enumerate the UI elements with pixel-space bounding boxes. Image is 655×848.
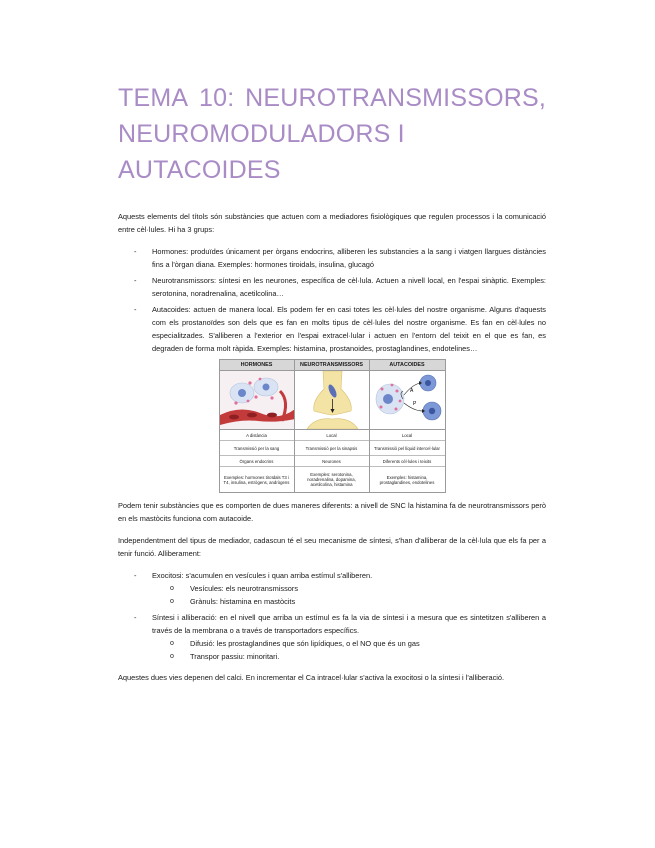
group-item-hormones: - Hormones: produïdes únicament per òrgans endocrins, alliberen les substancies a la sang i viatgen llargues distàncies fins a l'òrgan diana. Exemples: hormones tiroidals, insulina, glucagó (118, 245, 546, 271)
cells-illustration (370, 371, 445, 430)
sub-item-vesicules: o Vesícules: els neurotransmissors (170, 582, 546, 595)
exocitosi-sublist (152, 582, 546, 608)
sub-item-transport: o Transpor passiu: minoritari. (170, 650, 546, 663)
figure-cell: Exemples: histamina, prostaglandines, endotelines (379, 474, 435, 485)
figure-header-autacoides: AUTACOIDES (370, 360, 445, 371)
figure-column-hormones (220, 360, 295, 492)
paragraph-snc: Podem tenir substàncies que es comporten de dues maneres diferents: a nivell de SNC la histamina fa de neurotransmissors però en els mastòcits funciona com autacoide. (118, 501, 546, 523)
label-autocrine: A (409, 388, 413, 394)
group-item-neurotransmissors: - Neurotransmissors: síntesi en les neurones, específica de cèl·lula. Actuen a nivell local, en l'espai sinàptic. Exemples: serotonina, noradrenalina, acetilcolina… (118, 274, 546, 300)
paragraph-calci: Aquestes dues vies depenen del calci. En incrementar el Ca intracel·lular s'activa la exocitosi o la síntesi i l'alliberació. (118, 673, 505, 682)
figure-cell: A distància (220, 430, 294, 441)
release-sintesi-text: Síntesi i alliberació: en el nivell que arriba un estímul es fa la via de síntesi i a mesura que es sintetitzen s'alliberen a través de la membrana o a través de transportadors específics. (152, 613, 546, 635)
figure-header-hormones: HORMONES (220, 360, 294, 371)
synapse-illustration (295, 371, 369, 430)
paragraph-mediador: Independentment del tipus de mediador, cadascun té el seu mecanisme de síntesi, s'han d'alliberar de la cèl·lula que els fa per a tenir funció. Alliberament: (118, 536, 546, 558)
figure-header-neurotransmissors: NEUROTRANSMISSORS (295, 360, 369, 371)
figure-cell: Neurones (295, 456, 369, 467)
figure-cell: Local (295, 430, 369, 441)
intro-paragraph: Aquests elements del títols són substàncies que actuen com a mediadores fisiològiques que regulen processos i la comunicació entre cèl·lules. Hi ha 3 grups: (118, 212, 546, 234)
sub-item-granuls: o Grànuls: histamina en mastòcits (170, 595, 546, 608)
label-paracrine: P (412, 401, 416, 407)
figure-column-autacoides (370, 360, 445, 492)
release-item-sintesi (118, 611, 546, 663)
title-word-neurotransmissors: NEUROTRANSMISSORS, (245, 84, 546, 112)
figure-cell: Transmissió pel líquid intercel·lular (370, 441, 445, 456)
groups-list (118, 245, 546, 355)
release-exocitosi-text: Exocitosi: s'acumulen en vesícules i quan arriba estímul s'alliberen. (152, 571, 373, 580)
figure-cell: Transmissió per la sinapsis (295, 441, 369, 456)
group-item-autacoides: - Autacoides: actuen de manera local. Els podem fer en casi totes les cèl·lules del nostre organisme. Alguns d'aquests com els prostanoïdes son dels que es fan en molts tipus de cèl·lules del nostre organisme. Es fan en cèl·lules no especialitzades. S'alliberen a l'exterior en l'espai extracel·lular i actuen en l'entorn del teixit en el que es fan, es degraden de forma molt ràpida. Exemples: histamina, prostanoides, prostaglandines, endotelines… (118, 303, 546, 355)
figure-cell: Exemples: serotonina, noradrenalina, dopamina, acetilcolina, histamina (307, 472, 356, 487)
release-list (118, 569, 546, 663)
figure-cell: Òrgans endocrins (220, 456, 294, 467)
title-word-number: 10: (199, 84, 235, 112)
title-line-1 (118, 80, 546, 116)
title-word-tema: TEMA (118, 84, 189, 112)
sub-item-difusio: o Difusió: les prostaglandines que són lipídiques, o el NO que és un gas (170, 637, 546, 650)
figure-cell: Local (370, 430, 445, 441)
document-page (118, 80, 546, 684)
title-line-2: NEUROMODULADORS I AUTACOIDES (118, 120, 405, 184)
comparison-figure (219, 359, 446, 493)
blood-vessel-illustration (220, 371, 294, 430)
sintesi-sublist (152, 637, 546, 663)
figure-cell: Transmissió per la sang (220, 441, 294, 456)
release-item-exocitosi (118, 569, 546, 608)
figure-cell: Diferents cèl·lules i teixits (370, 456, 445, 467)
figure-column-neurotransmissors (295, 360, 370, 492)
figure-cell: Exemples: hormones tiroïdals T3 i T4, insulina, estrògens, andrògens (223, 474, 290, 485)
page-title (118, 80, 546, 188)
